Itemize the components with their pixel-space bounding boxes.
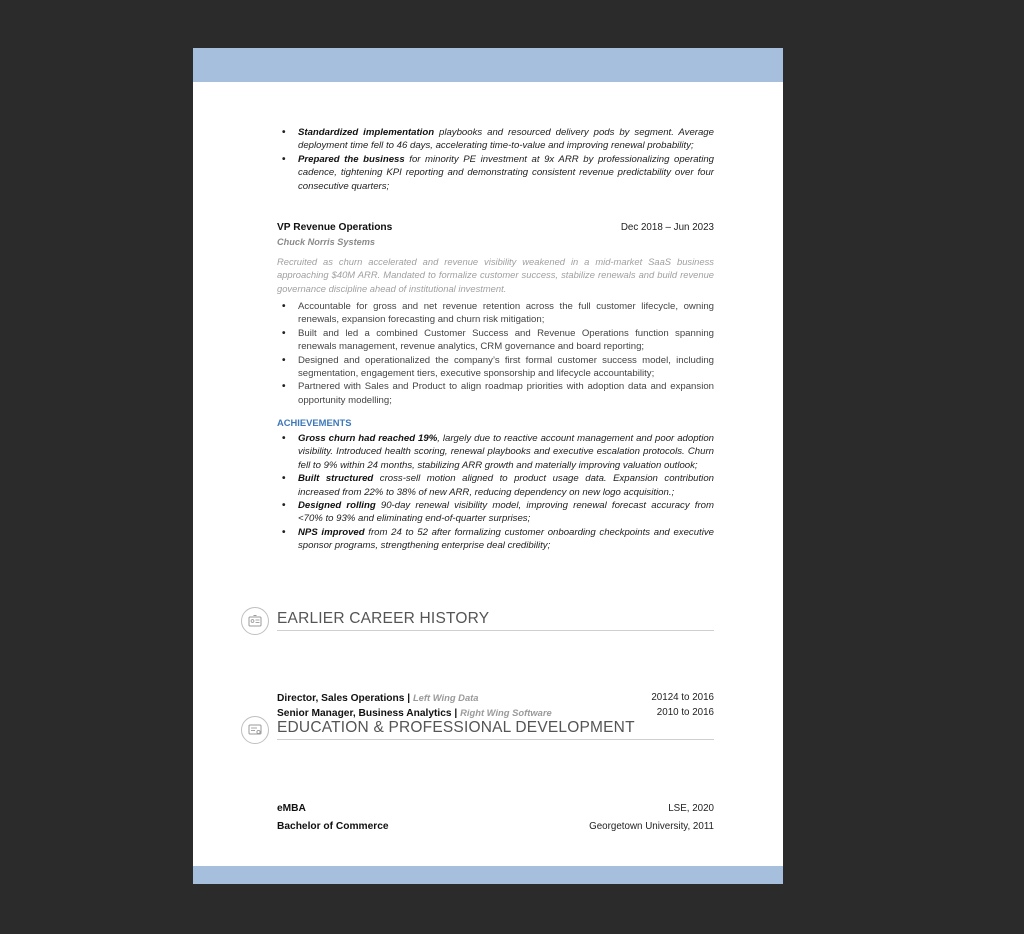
list-item: • Designed and operationalized the company’s first formal customer success model, including segmentation, engagement tiers, executive sponsorship and lifecycle accountability; bbox=[277, 354, 714, 381]
career-role: Director, Sales Operations bbox=[277, 693, 405, 704]
education-row bbox=[277, 821, 714, 835]
list-item: • Accountable for gross and net revenue retention across the full customer lifecycle, owning renewals, expansion forecasting and churn risk mitigation; bbox=[277, 300, 714, 327]
education-degree: Bachelor of Commerce bbox=[277, 821, 389, 832]
bottom-color-band bbox=[193, 866, 783, 884]
list-item: • Gross churn had reached 19%, largely due to reactive account management and poor adoption visibility. Introduced health scoring, renewal playbooks and executive escalation protocols. Churn fell to 9% within 24 months, stabilizing ARR growth and materially improving valuation outlook; bbox=[277, 432, 714, 472]
list-item: • Built structured cross-sell motion aligned to product usage data. Expansion contribution increased from 22% to 38% of new ARR, reducing dependency on new logo acquisition.; bbox=[277, 472, 714, 499]
job-dates: Dec 2018 – Jun 2023 bbox=[620, 222, 714, 233]
section-divider bbox=[277, 630, 714, 631]
achievements-heading: ACHIEVEMENTS bbox=[277, 417, 352, 428]
certificate-icon bbox=[241, 716, 269, 744]
career-dates: 2010 to 2016 bbox=[656, 707, 714, 718]
career-role: Senior Manager, Business Analytics bbox=[277, 708, 452, 719]
job-responsibilities bbox=[277, 300, 714, 407]
list-item: • Partnered with Sales and Product to align roadmap priorities with adoption data and expansion opportunity modelling; bbox=[277, 380, 714, 407]
id-card-icon bbox=[241, 607, 269, 635]
section-title: EARLIER CAREER HISTORY bbox=[277, 610, 490, 627]
education-row bbox=[277, 803, 714, 817]
career-company: Left Wing Data bbox=[412, 692, 479, 703]
education-institution: Georgetown University, 2011 bbox=[589, 821, 714, 832]
career-row: Senior Manager, Business Analytics | Right Wing Software 2010 to 2016 bbox=[277, 707, 714, 719]
list-item: • Standardized implementation playbooks and resourced delivery pods by segment. Average deployment time fell to 46 days, accelerating time-to-value and improving renewal probability; bbox=[277, 126, 714, 153]
education-institution: LSE, 2020 bbox=[668, 803, 714, 814]
list-item: • Prepared the business for minority PE investment at 9x ARR by professionalizing operating cadence, tightening KPI reporting and demonstrating consistent revenue predictability over four consecutive quarters; bbox=[277, 153, 714, 193]
job-company: Chuck Norris Systems bbox=[277, 237, 376, 247]
career-dates: 20124 to 2016 bbox=[651, 692, 714, 703]
previous-role-achievements bbox=[277, 126, 714, 193]
education-degree: eMBA bbox=[277, 803, 306, 814]
career-company: Right Wing Software bbox=[460, 707, 552, 718]
earlier-career-header bbox=[241, 607, 714, 637]
job-title: VP Revenue Operations bbox=[277, 222, 393, 233]
list-item: • Designed rolling 90-day renewal visibility model, improving renewal forecast accuracy from <70% to 93% and eliminating end-of-quarter surprises; bbox=[277, 499, 714, 526]
list-item: • NPS improved from 24 to 52 after formalizing customer onboarding checkpoints and executive sponsor programs, strengthening enterprise deal credibility; bbox=[277, 526, 714, 553]
list-item: • Built and led a combined Customer Success and Revenue Operations function spanning renewals management, revenue analytics, CRM governance and board reporting; bbox=[277, 327, 714, 354]
job-achievements bbox=[277, 432, 714, 553]
career-row: Director, Sales Operations | Left Wing Data 20124 to 2016 bbox=[277, 692, 714, 704]
job-intro: Recruited as churn accelerated and revenue visibility weakened in a mid-market SaaS business approaching $40M ARR. Mandated to formalize customer success, stabilize renewals and build revenue governance discipline ahead of institutional investment. bbox=[277, 256, 714, 294]
top-color-band bbox=[193, 48, 783, 82]
resume-page bbox=[193, 48, 783, 884]
section-divider bbox=[277, 739, 714, 740]
section-title: EDUCATION & PROFESSIONAL DEVELOPMENT bbox=[277, 719, 635, 736]
education-header bbox=[241, 716, 714, 746]
